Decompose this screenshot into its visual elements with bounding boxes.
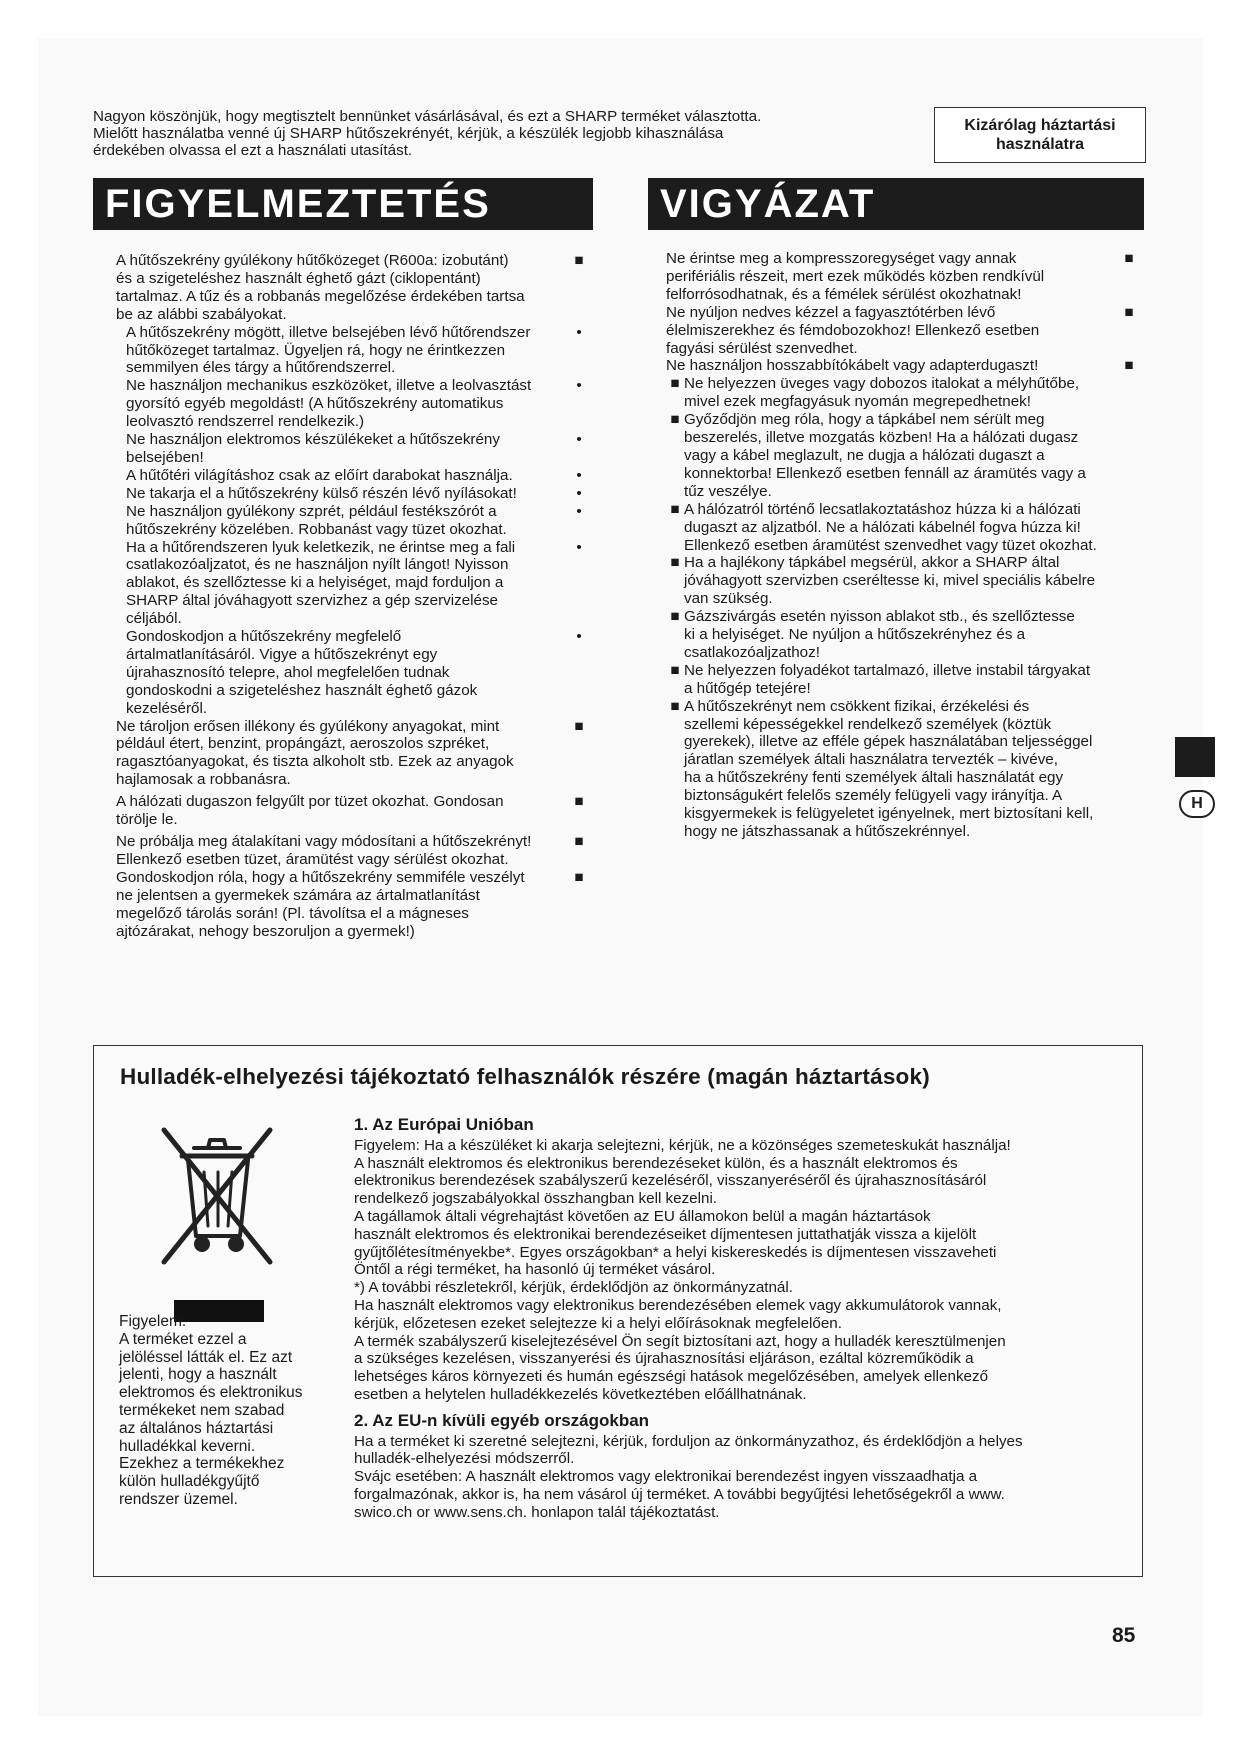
section-non-eu-line: swico.ch or www.sens.ch. honlapon talál tájékoztatást. [354, 1503, 720, 1521]
intro-line: Nagyon köszönjük, hogy megtisztelt bennünket vásárlásával, és ezt a SHARP terméket választotta. [93, 108, 762, 125]
bin-note-line: az általános háztartási [119, 1419, 274, 1437]
caution-item [666, 608, 1146, 662]
warning-item [116, 869, 596, 941]
section-eu-line: a szükséges kezelésen, visszanyerési és újrahasznosítási eljáráson, ezáltal közreműködik a [354, 1350, 974, 1368]
caution-line: Ha a hajlékony tápkábel megsérül, akkor a SHARP által [684, 554, 1060, 572]
bullet-square-icon: ■ [670, 411, 680, 429]
caution-item [666, 357, 1146, 375]
caution-line: dugaszt az aljzatból. Ne a hálózati kábelnél fogva húzza ki! [684, 518, 1081, 536]
section-eu-line: lehetséges káros környezeti és humán egészségi hatások megelőzésében, amelyek ellenkező [354, 1368, 989, 1386]
section-non-eu-line: Svájc esetében: A használt elektromos vagy elektronikai berendezést ingyen visszaadhatja a [354, 1468, 978, 1486]
page-number: 85 [1112, 1624, 1136, 1647]
caution-item [666, 554, 1146, 608]
warning-line: belsejében! [126, 448, 204, 466]
section-eu-line: kérjük, előzetesen ezeket selejtezze ki a helyi előírásoknak megfelelően. [354, 1314, 842, 1332]
warning-line: A hűtőszekrény mögött, illetve belsejében lévő hűtőrendszer [126, 323, 531, 341]
warning-line: ragasztóanyagokat, és tiszta alkoholt stb. Ezek az anyagok [116, 753, 514, 771]
warning-subitem [116, 503, 596, 539]
bullet-dot-icon: • [576, 431, 582, 449]
warning-line: kezeléséről. [126, 699, 208, 717]
bin-note [119, 1313, 334, 1509]
caution-line: kisgyermekek is felügyeletet igényelnek, mert biztosítani kell, [684, 805, 1094, 823]
warning-line: Ha a hűtőrendszeren lyuk keletkezik, ne érintse meg a fali [126, 538, 516, 556]
caution-line: járatlan személyek általi használatra tervezték – kivéve, [684, 751, 1058, 769]
household-line: használatra [995, 136, 1085, 153]
caution-line: jóváhagyott szervizben cseréltesse ki, mivel speciális kábelre [684, 572, 1096, 590]
warning-subitem [116, 467, 596, 485]
section-eu-line: gyűjtőlétesítményekbe*. Egyes országokban* a helyi kiskereskedés is díjmentesen visszaveheti [354, 1243, 997, 1261]
caution-line: Ne helyezzen folyadékot tartalmazó, illetve instabil tárgyakat [684, 661, 1091, 679]
section-non-eu-heading: 2. Az EU-n kívüli egyéb országokban [354, 1410, 650, 1430]
warning-subitem [116, 324, 596, 378]
caution-line: ki a helyiséget. Ne nyúljon a hűtőszekrényhez és a [684, 626, 1026, 644]
warning-banner: FIGYELMEZTETÉS [93, 178, 593, 230]
caution-line: ha a hűtőszekrény fenti személyek általi használatát egy [684, 769, 1064, 787]
bullet-square-icon: ■ [1124, 250, 1134, 267]
warning-line: Ne használjon mechanikus eszközöket, illetve a leolvasztást [126, 377, 532, 395]
caution-banner: VIGYÁZAT [648, 178, 1144, 230]
caution-line: élelmiszerekhez és fémdobozokhoz! Ellenkező esetben [666, 321, 1040, 339]
warning-column [116, 252, 596, 940]
warning-item [116, 793, 596, 829]
caution-line: a hűtőgép tetejére! [684, 679, 811, 697]
bullet-dot-icon: • [576, 484, 582, 502]
warning-line: hűtőszekrény közelében. Robbanást vagy tüzet okozhat. [126, 520, 507, 538]
caution-column [666, 250, 1146, 841]
bullet-dot-icon: • [576, 538, 582, 556]
household-use-box [934, 107, 1146, 163]
caution-line: Ne érintse meg a kompresszoregységet vagy annak [666, 250, 1017, 267]
warning-line: Gondoskodjon róla, hogy a hűtőszekrény semmiféle veszélyt [116, 868, 525, 886]
section-eu-line: használt elektromos és elektronikai berendezéseiket díjmentesen juttathatják vissza a kijelölt [354, 1225, 977, 1243]
bin-note-line: külön hulladékgyűjtő [119, 1473, 260, 1491]
section-eu-line: elektronikus berendezések szabályszerű kezeléséről, visszanyeréséről és újrahasznosításáról [354, 1172, 987, 1190]
warning-line: gondoskodni a szigeteléshez használt éghető gázok [126, 681, 478, 699]
bullet-dot-icon: • [576, 628, 582, 646]
household-line: Kizárólag háztartási [964, 117, 1116, 134]
bin-note-line: jelöléssel látták el. Ez azt [119, 1348, 293, 1366]
warning-line: hajlamosak a robbanásra. [116, 771, 291, 789]
caution-line: perifériális részeit, mert ezek működés közben rendkívül [666, 267, 1045, 285]
warning-subitem [116, 377, 596, 431]
section-eu-line: Figyelem: Ha a készüléket ki akarja selejtezni, kérjük, ne a közönséges szemeteskukát használja! [354, 1136, 1011, 1154]
section-eu-line: Öntől a régi terméket, ha hasonló új terméket vásárol. [354, 1261, 716, 1279]
warning-line: újrahasznosító telepre, ahol megfelelően tudnak [126, 663, 450, 681]
caution-line: vagy a kábel meglazult, ne dugja a hálózati dugaszt a [684, 446, 1045, 464]
crossed-out-bin-icon [152, 1114, 282, 1324]
warning-item [116, 833, 596, 869]
caution-item [666, 662, 1146, 698]
waste-disposal-box [93, 1045, 1143, 1577]
section-eu-line: *) A további részletekről, kérjük, érdeklődjön az önkormányzatnál. [354, 1279, 793, 1297]
bullet-square-icon: ■ [574, 717, 584, 735]
bullet-square-icon: ■ [574, 833, 584, 850]
warning-line: csatlakozóaljzatot, és ne használjon nyílt lángot! Nyisson [126, 556, 509, 574]
warning-line: Ellenkező esetben tüzet, áramütést vagy sérülést okozhat. [116, 850, 509, 868]
caution-line: Gázszivárgás esetén nyisson ablakot stb., és szellőztesse [684, 608, 1075, 626]
caution-line: Ne használjon hosszabbítókábelt vagy adapterdugaszt! [666, 357, 1039, 375]
bin-note-line: elektromos és elektronikus [119, 1384, 303, 1402]
bullet-square-icon: ■ [1124, 357, 1134, 375]
bin-note-line: Figyelem: [119, 1313, 187, 1330]
caution-line: Ne helyezzen üveges vagy dobozos italokat a mélyhűtőbe, [684, 375, 1080, 393]
bullet-dot-icon: • [576, 466, 582, 484]
caution-item [666, 501, 1146, 555]
bin-note-line: termékeket nem szabad [119, 1401, 285, 1419]
warning-line: például étert, benzint, propángázt, aeroszolos szpréket, [116, 735, 490, 753]
intro-text [93, 108, 893, 159]
caution-item [666, 411, 1146, 501]
warning-line: és a szigeteléshez használt éghető gázt (ciklopentánt) [116, 269, 481, 287]
warning-line: A hálózati dugaszon felgyűlt por tüzet okozhat. Gondosan [116, 793, 504, 811]
warning-line: gyorsító egyéb megoldást! (A hűtőszekrény automatikus [126, 395, 504, 413]
language-badge: H [1179, 790, 1215, 818]
bullet-dot-icon: • [576, 502, 582, 520]
warning-line: A hűtőszekrény gyúlékony hűtőközeget (R600a: izobutánt) [116, 252, 509, 269]
warning-line: hűtőközeget tartalmaz. Ügyeljen rá, hogy ne érintkezzen [126, 341, 506, 359]
caution-line: hogy ne játszhassanak a hűtőszekrénnyel. [684, 823, 971, 840]
warning-line: ártalmatlanításáról. Vigye a hűtőszekrényt egy [126, 645, 438, 663]
caution-line: van szükség. [684, 590, 773, 608]
warning-line: semmilyen éles tárgy a hűtőrendszerrel. [126, 359, 396, 377]
warning-subitem [116, 539, 596, 629]
caution-item [666, 250, 1146, 304]
caution-line: A hálózatról történő lecsatlakoztatáshoz húzza ki a hálózati [684, 500, 1081, 518]
warning-subitem [116, 431, 596, 467]
caution-item [666, 304, 1146, 358]
caution-line: konnektorba! Ellenkező esetben fennáll az áramütés vagy a [684, 464, 1086, 482]
warning-line: be az alábbi szabályokat. [116, 305, 287, 323]
warning-line: A hűtőtéri világításhoz csak az előírt darabokat használja. [126, 466, 513, 484]
caution-line: Győződjön meg róla, hogy a tápkábel nem sérült meg [684, 411, 1045, 429]
warning-line: Gondoskodjon a hűtőszekrény megfelelő [126, 628, 402, 646]
warning-line: Ne használjon elektromos készülékeket a hűtőszekrény [126, 431, 500, 449]
warning-line: Ne próbálja meg átalakítani vagy módosítani a hűtőszekrényt! [116, 833, 532, 850]
warning-line: ne jelentsen a gyermekek számára az ártalmatlanítást [116, 886, 480, 904]
warning-line: ablakot, és szellőztesse ki a helyiséget, majd forduljon a [126, 574, 504, 592]
caution-line: gyerekek), illetve az efféle gépek használatában teljességgel [684, 733, 1093, 751]
section-eu-line: rendelkező jogszabályokkal összhangban kell kezelni. [354, 1190, 718, 1208]
section-eu-line: A használt elektromos és elektronikus berendezéseket külön, és a használt elektromos és [354, 1154, 958, 1172]
section-eu-heading: 1. Az Európai Unióban [354, 1115, 534, 1134]
section-eu-line: A tagállamok általi végrehajtást követően az EU államokon belül a magán háztartások [354, 1207, 931, 1225]
bullet-square-icon: ■ [1124, 303, 1134, 321]
caution-line: szellemi képességekkel rendelkező személyek (köztük [684, 715, 1052, 733]
warning-item [116, 252, 596, 324]
bullet-square-icon: ■ [574, 252, 584, 269]
language-tab-marker [1175, 737, 1215, 777]
section-non-eu-line: Ha a terméket ki szeretné selejtezni, kérjük, forduljon az önkormányzathoz, és érdeklődjön a helyes [354, 1432, 1023, 1450]
waste-title: Hulladék-elhelyezési tájékoztató felhasználók részére (magán háztartások) [120, 1064, 930, 1089]
caution-line: Ellenkező esetben áramütést szenvedhet vagy tüzet okozhat. [684, 536, 1097, 554]
warning-line: SHARP által jóváhagyott szervizhez a gép szervizelése [126, 592, 498, 610]
bin-note-line: Ezekhez a termékekhez [119, 1455, 285, 1473]
bullet-dot-icon: • [576, 323, 582, 341]
section-eu-line: A termék szabályszerű kiselejtezésével Ön segít biztosítani azt, hogy a hulladék keresztülmenjen [354, 1332, 1006, 1350]
caution-line: biztonságukért felelős személy felügyeli vagy irányítja. A [684, 787, 1063, 805]
caution-line: Ne nyúljon nedves kézzel a fagyasztótérben lévő [666, 303, 996, 321]
intro-line: Mielőtt használatba venné új SHARP hűtőszekrényét, kérjük, a készülék legjobb kihasználása [93, 125, 724, 142]
caution-line: A hűtőszekrényt nem csökkent fizikai, érzékelési és [684, 697, 1030, 715]
warning-line: törölje le. [116, 811, 178, 829]
warning-line: ajtózárakat, nehogy beszoruljon a gyermek!) [116, 922, 415, 940]
warning-line: Ne tároljon erősen illékony és gyúlékony anyagokat, mint [116, 717, 500, 735]
caution-line: fagyási sérülést szenvedhet. [666, 339, 858, 357]
caution-item [666, 375, 1146, 411]
section-eu-line: Ha használt elektromos vagy elektronikus berendezésében elemek vagy akkumulátorok vannak, [354, 1296, 1002, 1314]
intro-line: érdekében olvassa el ezt a használati utasítást. [93, 142, 413, 159]
section-non-eu-line: forgalmazónak, akkor is, ha nem vásárol új terméket. A további begyűjtési lehetőségekről a www. [354, 1485, 1005, 1503]
warning-line: Ne használjon gyúlékony szprét, például festékszórót a [126, 502, 497, 520]
bullet-square-icon: ■ [670, 697, 680, 715]
warning-line: Ne takarja el a hűtőszekrény külső részén lévő nyílásokat! [126, 484, 517, 502]
caution-line: felforrósodhatnak, és a fémélek sérülést okozhatnak! [666, 285, 1022, 303]
caution-item [666, 698, 1146, 841]
warning-line: tartalmaz. A tűz és a robbanás megelőzése érdekében tartsa [116, 287, 525, 305]
bin-note-line: hulladékkal keverni. [119, 1437, 256, 1455]
bullet-dot-icon: • [576, 377, 582, 395]
caution-line: tűz veszélye. [684, 482, 772, 500]
bullet-square-icon: ■ [670, 375, 680, 393]
bullet-square-icon: ■ [670, 500, 680, 518]
bullet-square-icon: ■ [670, 661, 680, 679]
warning-line: leolvasztó rendszerrel rendelkezik.) [126, 413, 365, 431]
bin-note-line: rendszer üzemel. [119, 1490, 238, 1508]
warning-subitem [116, 485, 596, 503]
warning-subitem [116, 628, 596, 718]
warning-item [116, 718, 596, 790]
warning-line: céljából. [126, 610, 182, 628]
bin-note-line: A terméket ezzel a [119, 1330, 247, 1348]
caution-line: mivel ezek megfagyásuk nyomán megrepedhetnek! [684, 393, 1031, 411]
section-eu-line: esetben a helytelen hulladékkezelés következtében előállhatnának. [354, 1385, 807, 1403]
caution-line: csatlakozóaljzathoz! [684, 643, 820, 661]
bullet-square-icon: ■ [574, 868, 584, 886]
warning-line: megelőző tárolás során! (Pl. távolítsa el a mágneses [116, 904, 469, 922]
bullet-square-icon: ■ [670, 554, 680, 572]
caution-line: beszerelés, illetve mozgatás közben! Ha a hálózati dugasz [684, 429, 1079, 447]
section-non-eu-line: hulladék-elhelyezési módszerről. [354, 1450, 575, 1468]
bullet-square-icon: ■ [574, 793, 584, 811]
bullet-square-icon: ■ [670, 608, 680, 626]
bin-note-line: jelenti, hogy a használt [119, 1366, 277, 1384]
disposal-sections [354, 1116, 1134, 1522]
